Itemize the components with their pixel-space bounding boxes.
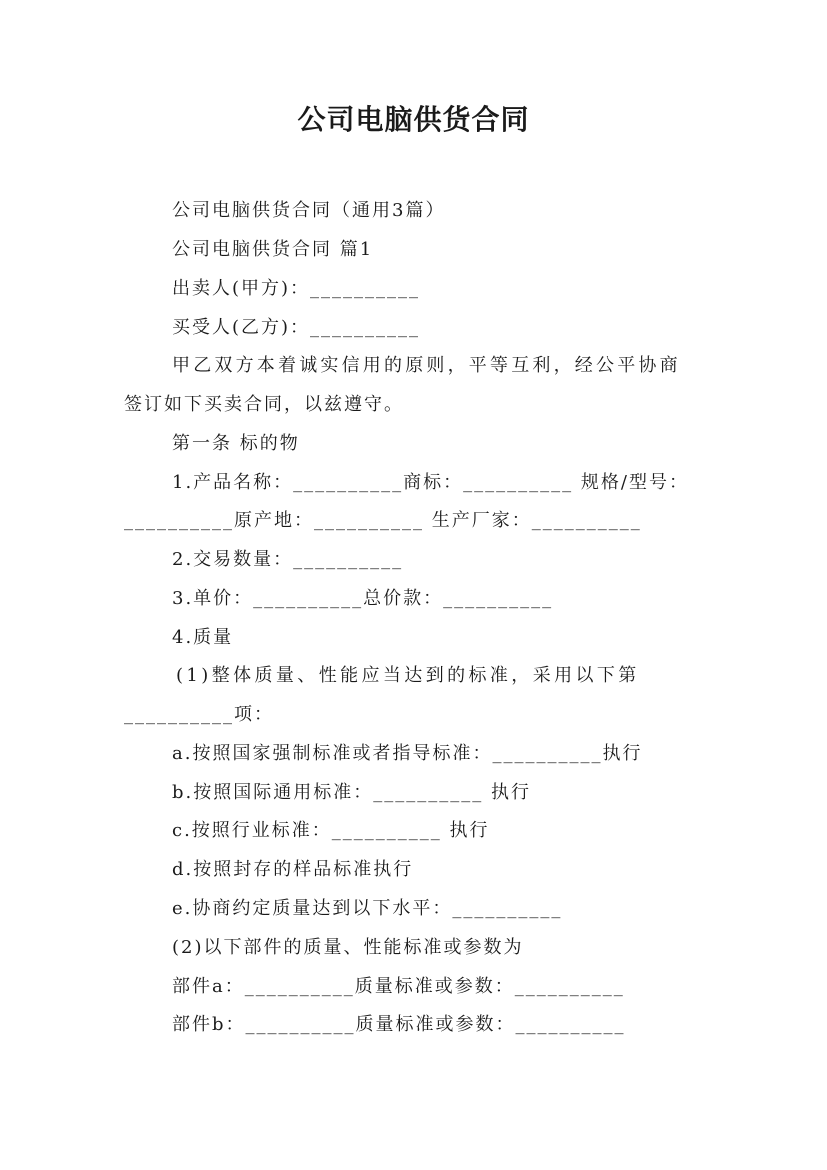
components-heading: (2)以下部件的质量、性能标准或参数为 <box>172 937 524 958</box>
option-c: c.按照行业标准：__________ 执行 <box>172 820 490 841</box>
article-heading: 第一条 标的物 <box>172 433 300 454</box>
quality-heading: 4.质量 <box>172 627 234 648</box>
price-line: 3.单价：__________总价款：__________ <box>172 588 554 609</box>
subtitle-line: 公司电脑供货合同（通用3篇） <box>172 200 446 221</box>
product-line-2: __________原产地：__________ 生产厂家：__________ <box>124 510 642 531</box>
quality-standard-line-1: (1)整体质量、性能应当达到的标准，采用以下第 <box>176 665 640 686</box>
component-a: 部件a：__________质量标准或参数：__________ <box>172 976 625 997</box>
preamble-line-1: 甲乙双方本着诚实信用的原则，平等互利，经公平协商 <box>172 355 681 376</box>
section-heading: 公司电脑供货合同 篇1 <box>172 239 374 260</box>
buyer-line: 买受人(乙方)：__________ <box>172 317 421 338</box>
quality-standard-line-2: __________项： <box>124 704 274 725</box>
seller-line: 出卖人(甲方)：__________ <box>172 278 421 299</box>
option-b: b.按照国际通用标准：__________ 执行 <box>172 782 531 803</box>
option-a: a.按照国家强制标准或者指导标准：__________执行 <box>172 743 643 764</box>
option-d: d.按照封存的样品标准执行 <box>172 859 414 880</box>
product-line-1: 1.产品名称：__________商标：__________ 规格/型号： <box>172 472 689 493</box>
preamble-line-2: 签订如下买卖合同，以兹遵守。 <box>124 394 404 415</box>
component-b: 部件b：__________质量标准或参数：__________ <box>172 1014 626 1035</box>
document-title: 公司电脑供货合同 <box>297 103 530 136</box>
option-e: e.协商约定质量达到以下水平：__________ <box>172 898 563 919</box>
quantity-line: 2.交易数量：__________ <box>172 549 404 570</box>
